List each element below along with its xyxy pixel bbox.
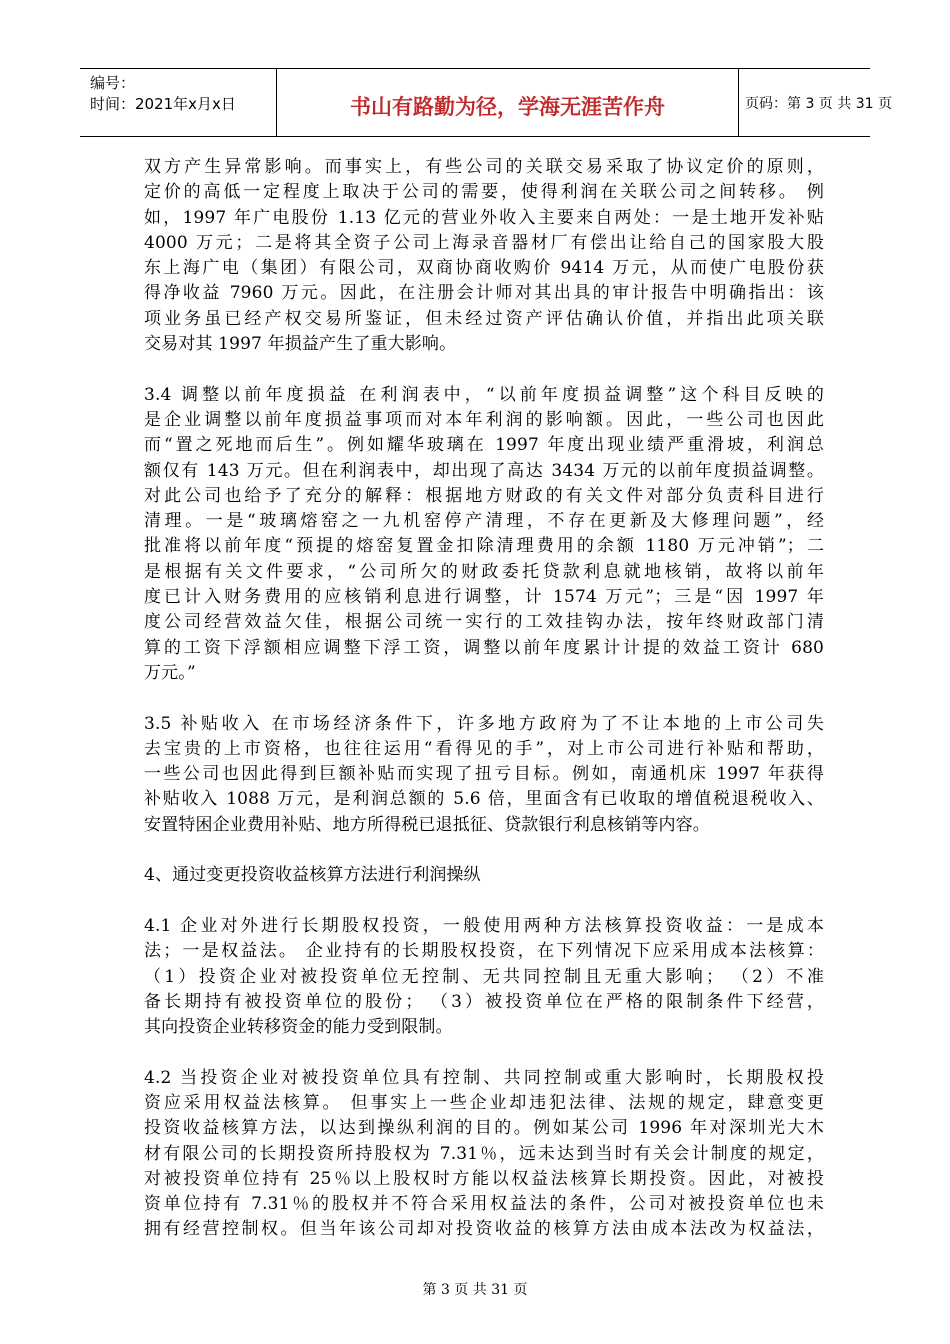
text-line: 资应采用权益法核算。 但事实上一些企业却违犯法律、法规的规定，肆意变更	[144, 1092, 824, 1113]
text-line: 而“置之死地而后生”。例如耀华玻璃在 1997 年度出现业绩严重滑坡，利润总	[144, 435, 824, 456]
text-line: 度已计入财务费用的应核销利息进行调整，计 1574 万元”；三是“因 1997 年	[144, 587, 824, 608]
text-line: 拥有经营控制权。但当年该公司却对投资收益的核算方法由成本法改为权益法，	[144, 1219, 824, 1240]
page-header	[80, 68, 892, 137]
text-line: 清理。一是“玻璃熔窑之一九机窑停产清理，不存在更新及大修理问题”，经	[144, 511, 824, 532]
text-line: 额仅有 143 万元。但在利润表中，却出现了高达 3434 万元的以前年度损益调整。	[144, 460, 824, 481]
header-motto-cell	[277, 69, 739, 136]
text-line: 4、通过变更投资收益核算方法进行利润操纵	[144, 865, 481, 886]
paragraph-gap	[144, 838, 824, 863]
text-line: 4000 万元；二是将其全资子公司上海录音器材厂有偿出让给自己的国家股大股	[144, 232, 824, 253]
document-number-label: 编号：	[90, 74, 136, 92]
text-line: 补贴收入 1088 万元，是利润总额的 5.6 倍，里面含有已收取的增值税退税收入、	[144, 789, 824, 810]
header-page-info: 页码：第 3 页 共 31 页	[745, 96, 892, 112]
text-line: 项业务虽已经产权交易所鉴证，但未经过资产评估确认价值，并指出此项关联	[144, 308, 824, 329]
text-line: 万元。”	[144, 662, 196, 683]
text-line: 其向投资企业转移资金的能力受到限制。	[144, 1017, 453, 1038]
text-line: 批准将以前年度“预提的熔窑复置金扣除清理费用的余额 1180 万元冲销”；二	[144, 536, 824, 557]
document-body	[144, 155, 824, 1243]
text-line: 3.4 调整以前年度损益 在利润表中，“以前年度损益调整”这个科目反映的	[144, 384, 824, 405]
header-page-cell	[739, 69, 892, 136]
text-line: 法；一是权益法。 企业持有的长期股权投资，在下列情况下应采用成本法核算：	[144, 941, 824, 962]
text-line: 备长期持有被投资单位的股份； （3）被投资单位在严格的限制条件下经营，	[144, 991, 824, 1012]
text-line: 东上海广电（集团）有限公司，双商协商收购价 9414 万元，从而使广电股份获	[144, 258, 824, 279]
text-line: 资单位持有 7.31％的股权并不符合采用权益法的条件，公司对被投资单位也未	[144, 1194, 824, 1215]
paragraph-gap	[144, 1040, 824, 1065]
text-line: 对此公司也给予了充分的解释：根据地方财政的有关文件对部分负责科目进行	[144, 485, 824, 506]
paragraph-gap	[144, 686, 824, 711]
text-line: 交易对其 1997 年损益产生了重大影响。	[144, 334, 457, 355]
text-line: （1）投资企业对被投资单位无控制、无共同控制且无重大影响； （2）不准	[144, 966, 824, 987]
text-line: 对被投资单位持有 25％以上股权时方能以权益法核算长期投资。因此，对被投	[144, 1168, 824, 1189]
paragraph-gap	[144, 357, 824, 382]
text-line: 如，1997 年广电股份 1.13 亿元的营业外收入主要来自两处：一是土地开发补贴	[144, 207, 824, 228]
text-line: 4.2 当投资企业对被投资单位具有控制、共同控制或重大影响时，长期股权投	[144, 1067, 824, 1088]
text-line: 去宝贵的上市资格，也往往运用“看得见的手”，对上市公司进行补贴和帮助，	[144, 738, 824, 759]
text-line: 材有限公司的长期投资所持股权为 7.31％，远未达到当时有关会计制度的规定，	[144, 1143, 824, 1164]
header-motto: 书山有路勤为径，学海无涯苦作舟	[350, 95, 665, 119]
text-line: 4.1 企业对外进行长期股权投资，一般使用两种方法核算投资收益：一是成本	[144, 915, 824, 936]
text-line: 双方产生异常影响。而事实上，有些公司的关联交易采取了协议定价的原则，	[144, 157, 824, 177]
text-line: 安置特困企业费用补贴、地方所得税已退抵征、贷款银行利息核销等内容。	[144, 814, 710, 835]
page-footer: 第 3 页 共 31 页	[422, 1282, 528, 1298]
text-line: 一些公司也因此得到巨额补贴而实现了扭亏目标。例如，南通机床 1997 年获得	[144, 764, 824, 785]
text-line: 度公司经营效益欠佳，根据公司统一实行的工效挂钩办法，按年终财政部门清	[144, 612, 824, 633]
document-date-label: 时间：2021年x月x日	[90, 95, 236, 113]
header-meta-cell	[80, 69, 277, 136]
text-line: 投资收益核算方法，以达到操纵利润的目的。例如某公司 1996 年对深圳光大木	[144, 1118, 824, 1139]
paragraph-gap	[144, 889, 824, 914]
text-line: 得净收益 7960 万元。因此，在注册会计师对其出具的审计报告中明确指出：该	[144, 283, 824, 304]
text-line: 是企业调整以前年度损益事项而对本年利润的影响额。因此，一些公司也因此	[144, 409, 824, 430]
text-line: 定价的高低一定程度上取决于公司的需要，使得利润在关联公司之间转移。 例	[144, 182, 824, 203]
text-line: 是根据有关文件要求，“公司所欠的财政委托贷款利息就地核销，故将以前年	[144, 561, 824, 582]
text-line: 算的工资下浮额相应调整下浮工资，调整以前年度累计计提的效益工资计 680	[144, 637, 824, 658]
text-line: 3.5 补贴收入 在市场经济条件下，许多地方政府为了不让本地的上市公司失	[144, 713, 824, 734]
